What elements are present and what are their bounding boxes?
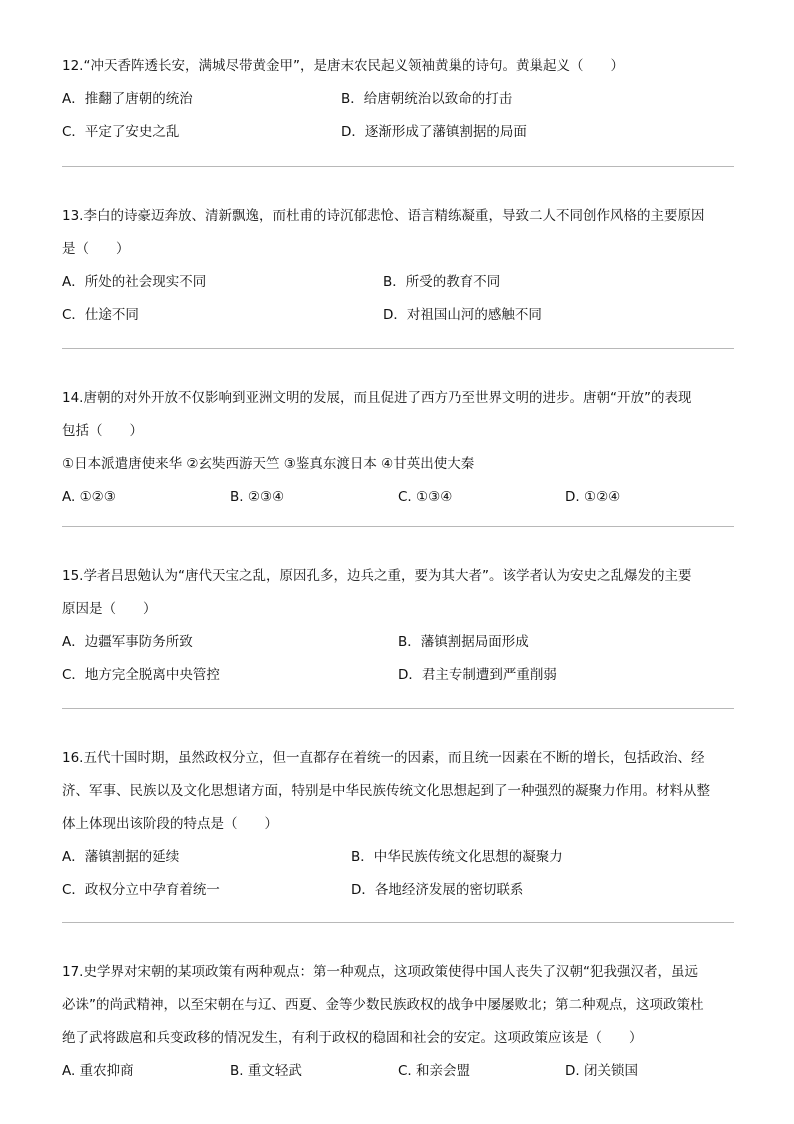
option-d[interactable]: D．对祖国山河的感触不同 xyxy=(383,307,542,323)
options-row xyxy=(62,299,734,332)
question-15 xyxy=(62,560,734,692)
question-stem-line: 17.史学界对宋朝的某项政策有两种观点：第一种观点，这项政策使得中国人丧失了汉朝“犯我强汉者，虽远 xyxy=(62,964,698,980)
option-b[interactable]: B. 重文轻武 xyxy=(230,1063,302,1079)
question-stem-line: 原因是（ ） xyxy=(62,601,157,617)
question-divider xyxy=(62,348,734,349)
option-b[interactable]: B．藩镇割据局面形成 xyxy=(398,634,529,650)
question-stem-line: 16.五代十国时期，虽然政权分立，但一直都存在着统一的因素，而且统一因素在不断的增长，包括政治、经 xyxy=(62,750,705,766)
question-16 xyxy=(62,742,734,907)
options-row xyxy=(62,626,734,659)
option-c[interactable]: C. ①③④ xyxy=(398,489,453,505)
options-row xyxy=(62,1055,734,1088)
option-d[interactable]: D．君主专制遭到严重削弱 xyxy=(398,667,557,683)
option-c[interactable]: C. 和亲会盟 xyxy=(398,1063,471,1079)
option-d[interactable]: D. ①②④ xyxy=(565,489,621,505)
options-row xyxy=(62,116,734,149)
option-a[interactable]: A．边疆军事防务所致 xyxy=(62,634,193,650)
question-stem-line: 必诛”的尚武精神，以至宋朝在与辽、西夏、金等少数民族政权的战争中屡屡败北；第二种观点，这项政策杜 xyxy=(62,997,704,1013)
question-stem-line: 济、军事、民族以及文化思想诸方面，特别是中华民族传统文化思想起到了一种强烈的凝聚力作用。材料从整 xyxy=(62,783,710,799)
options-row xyxy=(62,83,734,116)
option-d[interactable]: D．各地经济发展的密切联系 xyxy=(351,882,524,898)
question-stem-line: 包括（ ） xyxy=(62,423,143,439)
option-a[interactable]: A．推翻了唐朝的统治 xyxy=(62,91,193,107)
option-c[interactable]: C．平定了安史之乱 xyxy=(62,124,180,140)
question-stem-line: 14.唐朝的对外开放不仅影响到亚洲文明的发展，而且促进了西方乃至世界文明的进步。唐朝“开放”的表现 xyxy=(62,390,692,406)
options-row xyxy=(62,874,734,907)
option-b[interactable]: B．中华民族传统文化思想的凝聚力 xyxy=(351,849,563,865)
options-row xyxy=(62,841,734,874)
question-17 xyxy=(62,956,734,1088)
options-row xyxy=(62,266,734,299)
option-c[interactable]: C．地方完全脱离中央管控 xyxy=(62,667,220,683)
option-a[interactable]: A. ①②③ xyxy=(62,489,116,505)
question-statements: ①日本派遣唐使来华 ②玄奘西游天竺 ③鉴真东渡日本 ④甘英出使大秦 xyxy=(62,456,475,472)
question-stem-line: 13.李白的诗豪迈奔放、清新飘逸，而杜甫的诗沉郁悲怆、语言精练凝重，导致二人不同创作风格的主要原因 xyxy=(62,208,705,224)
option-b[interactable]: B．所受的教育不同 xyxy=(383,274,501,290)
question-divider xyxy=(62,708,734,709)
question-13 xyxy=(62,200,734,332)
option-c[interactable]: C．政权分立中孕育着统一 xyxy=(62,882,220,898)
option-a[interactable]: A. 重农抑商 xyxy=(62,1063,134,1079)
option-b[interactable]: B. ②③④ xyxy=(230,489,285,505)
option-d[interactable]: D．逐渐形成了藩镇割据的局面 xyxy=(341,124,527,140)
question-14 xyxy=(62,382,734,514)
option-c[interactable]: C．仕途不同 xyxy=(62,307,139,323)
option-a[interactable]: A．藩镇割据的延续 xyxy=(62,849,180,865)
question-stem-line: 15.学者吕思勉认为“唐代天宝之乱，原因孔多，边兵之重，要为其大者”。该学者认为安史之乱爆发的主要 xyxy=(62,568,692,584)
options-row xyxy=(62,659,734,692)
question-divider xyxy=(62,922,734,923)
question-stem-line: 12.“冲天香阵透长安，满城尽带黄金甲”，是唐末农民起义领袖黄巢的诗句。黄巢起义（ ） xyxy=(62,58,624,74)
option-b[interactable]: B．给唐朝统治以致命的打击 xyxy=(341,91,513,107)
question-stem-line: 绝了武将跋扈和兵变政移的情况发生，有利于政权的稳固和社会的安定。这项政策应该是（ ） xyxy=(62,1030,643,1046)
question-stem-line: 是（ ） xyxy=(62,241,130,257)
question-stem-line: 体上体现出该阶段的特点是（ ） xyxy=(62,816,278,832)
question-divider xyxy=(62,526,734,527)
question-divider xyxy=(62,166,734,167)
option-d[interactable]: D. 闭关锁国 xyxy=(565,1063,638,1079)
options-row xyxy=(62,481,734,514)
option-a[interactable]: A．所处的社会现实不同 xyxy=(62,274,207,290)
question-12 xyxy=(62,50,734,149)
